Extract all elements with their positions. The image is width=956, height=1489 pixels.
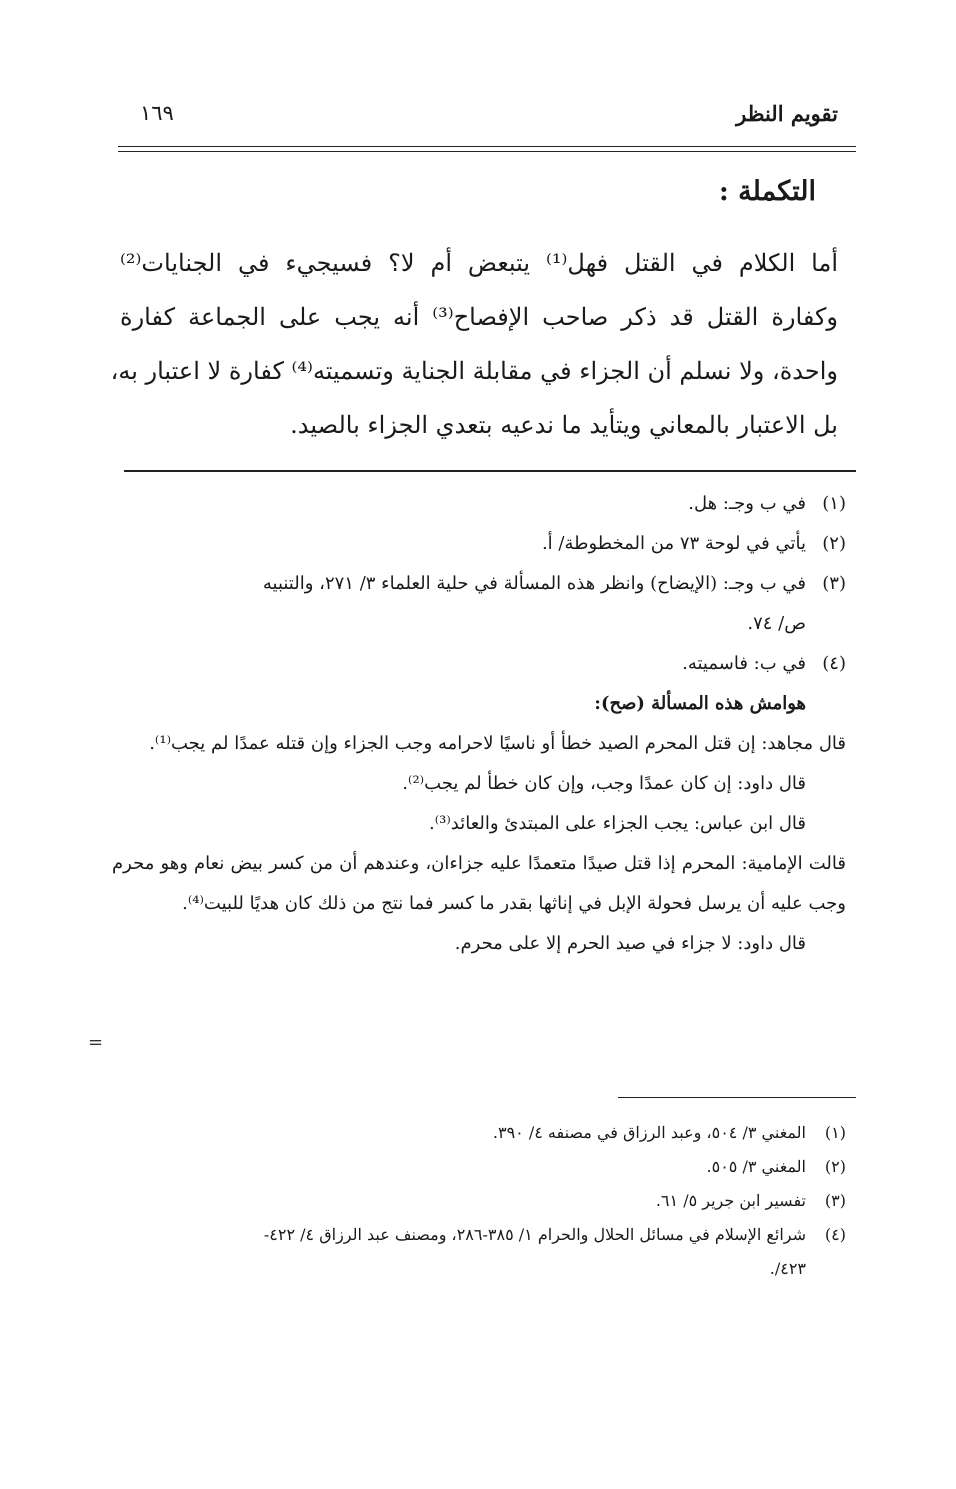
margin-footnote-item <box>112 1218 846 1252</box>
footnote-item <box>112 564 846 604</box>
body-line: بل الاعتبار بالمعاني ويتأيد ما ندعيه بتعدي الجزاء بالصيد. <box>290 411 838 439</box>
footnote-text: المغني ٣/ ٥٠٤، وعبد الرزاق في مصنفه ٤/ ٣٩٠. <box>492 1123 806 1142</box>
footnote-number: (٤) <box>822 653 846 674</box>
footnote-number: (٢) <box>822 533 846 554</box>
page-number: ١٦٩ <box>140 101 174 125</box>
margin-footnote-item <box>112 1184 846 1218</box>
footnote-text: في ب: فاسميته. <box>682 653 806 674</box>
margin-note: قالت الإمامية: المحرم إذا قتل صيدًا متعمدًا عليه جزاءان، وعندهم أن من كسر بيض نعام وهو محرم وجب عليه أن يرسل فحولة الإبل في إناثها بقدر ما كسر فما نتج من ذلك كان هديًا للبيت⁽⁴⁾. <box>112 853 846 914</box>
margin-footnotes <box>112 1116 846 1286</box>
footnote-text: المغني ٣/ ٥٠٥. <box>706 1157 806 1176</box>
continuation-mark: = <box>88 1032 104 1053</box>
header-rule <box>118 146 856 147</box>
footnote-text: يأتي في لوحة ٧٣ من المخطوطة/ أ. <box>541 533 806 554</box>
footnote-continuation: ٤٢٣/. <box>769 1259 806 1278</box>
margin-notes-title: هوامش هذه المسألة (صح): <box>594 693 806 714</box>
footnote-continuation: ص/ ٧٤. <box>747 613 806 634</box>
footnote-number: (٢) <box>824 1157 846 1176</box>
footnote-number: (١) <box>824 1123 846 1142</box>
footnote-separator <box>124 470 856 472</box>
margin-note: قال ابن عباس: يجب الجزاء على المبتدئ والعائد⁽³⁾. <box>428 813 806 834</box>
margin-note: قال داود: لا جزاء في صيد الحرم إلا على محرم. <box>454 933 806 954</box>
running-title: تقويم النظر <box>736 101 838 126</box>
footnote-text: في ب وجـ: هل. <box>688 493 806 514</box>
footnote-text: في ب وجـ: (الإيضاح) وانظر هذه المسألة في حلية العلماء ٣/ ٢٧١، والتنبيه <box>262 573 806 594</box>
page-header <box>118 95 838 135</box>
margin-note: قال داود: إن كان عمدًا وجب، وإن كان خطأ لم يجب⁽²⁾. <box>402 773 806 794</box>
footnote-item <box>112 644 846 684</box>
footnote-number: (٣) <box>822 573 846 594</box>
margin-footnote-separator <box>618 1097 856 1098</box>
main-body-text <box>110 236 839 452</box>
section-heading: التكملة : <box>718 176 816 207</box>
footnote-number: (٣) <box>824 1191 846 1210</box>
footnote-number: (١) <box>822 493 846 514</box>
footnote-item <box>112 524 846 564</box>
margin-footnote-item <box>112 1116 846 1150</box>
margin-footnote-item <box>112 1150 846 1184</box>
footnotes <box>112 484 846 964</box>
header-rule-double <box>118 151 856 152</box>
footnote-number: (٤) <box>824 1225 846 1244</box>
footnote-text: تفسير ابن جرير ٥/ ٦١. <box>655 1191 806 1210</box>
body-line: وكفارة القتل قد ذكر صاحب الإفصاح⁽³⁾ أنه يجب على الجماعة كفارة <box>120 303 838 331</box>
margin-note: قال مجاهد: إن قتل المحرم الصيد خطأ أو ناسيًا لاحرامه وجب الجزاء وإن قتله عمدًا لم يجب⁽¹⁾. <box>149 733 846 754</box>
body-line: أما الكلام في القتل فهل⁽¹⁾ يتبعض أم لا؟ فسيجيء في الجنايات⁽²⁾ <box>120 249 839 277</box>
body-line: واحدة، ولا نسلم أن الجزاء في مقابلة الجناية وتسميته⁽⁴⁾ كفارة لا اعتبار به، <box>110 357 838 385</box>
footnote-item <box>112 484 846 524</box>
footnote-text: شرائع الإسلام في مسائل الحلال والحرام ١/ ٣٨٥-٢٨٦، ومصنف عبد الرزاق ٤/ ٤٢٢- <box>263 1225 806 1244</box>
